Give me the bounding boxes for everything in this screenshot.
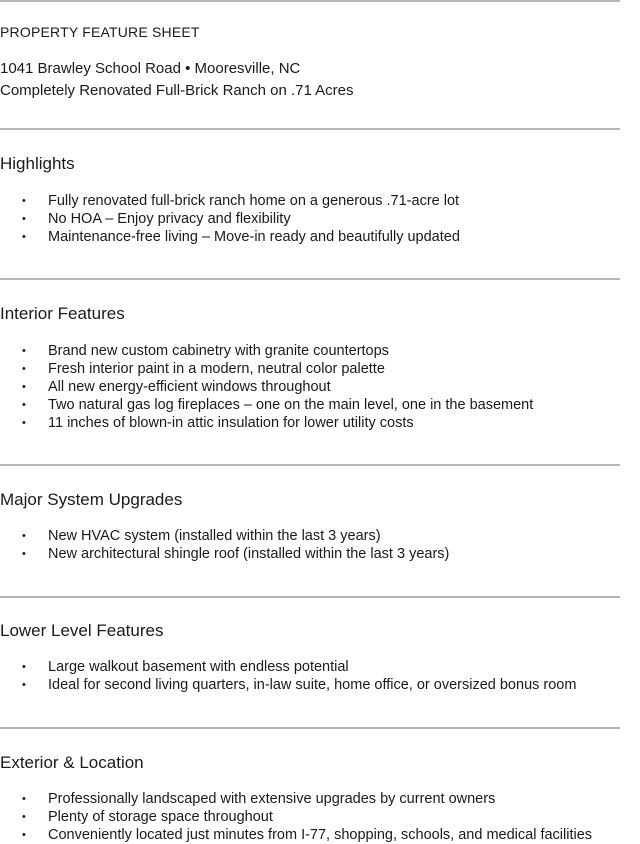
list-item: • No HOA – Enjoy privacy and flexibility (0, 210, 460, 228)
list-item: • Fully renovated full-brick ranch home on a generous .71-acre lot (0, 192, 460, 210)
top-divider (0, 0, 620, 2)
section-divider (0, 727, 620, 729)
list-item: • Professionally landscaped with extensive upgrades by current owners (0, 790, 592, 808)
list-item: • Maintenance-free living – Move-in ready and beautifully updated (0, 228, 460, 246)
exterior-location-list (0, 790, 592, 844)
list-item: • New HVAC system (installed within the last 3 years) (0, 527, 449, 545)
property-tagline: Completely Renovated Full-Brick Ranch on .71 Acres (0, 82, 354, 99)
list-item: • New architectural shingle roof (installed within the last 3 years) (0, 545, 449, 563)
list-item: • Plenty of storage space throughout (0, 808, 592, 826)
property-address: 1041 Brawley School Road • Mooresville, NC (0, 60, 301, 77)
section-heading-highlights: Highlights (0, 154, 75, 173)
section-heading-exterior-location: Exterior & Location (0, 753, 144, 772)
list-item: • Fresh interior paint in a modern, neutral color palette (0, 360, 533, 378)
list-item: • Two natural gas log fireplaces – one on the main level, one in the basement (0, 396, 533, 414)
major-system-upgrades-list (0, 527, 449, 563)
section-divider (0, 464, 620, 466)
list-item: • Large walkout basement with endless potential (0, 658, 576, 676)
interior-features-list (0, 342, 533, 432)
list-item: • Brand new custom cabinetry with granite countertops (0, 342, 533, 360)
section-heading-interior-features: Interior Features (0, 304, 125, 323)
list-item: • All new energy-efficient windows throughout (0, 378, 533, 396)
list-item: • 11 inches of blown-in attic insulation for lower utility costs (0, 414, 533, 432)
list-item: • Ideal for second living quarters, in-law suite, home office, or oversized bonus room (0, 676, 576, 694)
sheet-title: PROPERTY FEATURE SHEET (0, 24, 200, 40)
section-heading-lower-level-features: Lower Level Features (0, 621, 164, 640)
section-heading-major-system-upgrades: Major System Upgrades (0, 490, 183, 509)
section-divider (0, 128, 620, 130)
highlights-list (0, 192, 460, 246)
section-divider (0, 278, 620, 280)
lower-level-features-list (0, 658, 576, 694)
section-divider (0, 596, 620, 598)
list-item: • Conveniently located just minutes from I-77, shopping, schools, and medical facilities (0, 826, 592, 844)
